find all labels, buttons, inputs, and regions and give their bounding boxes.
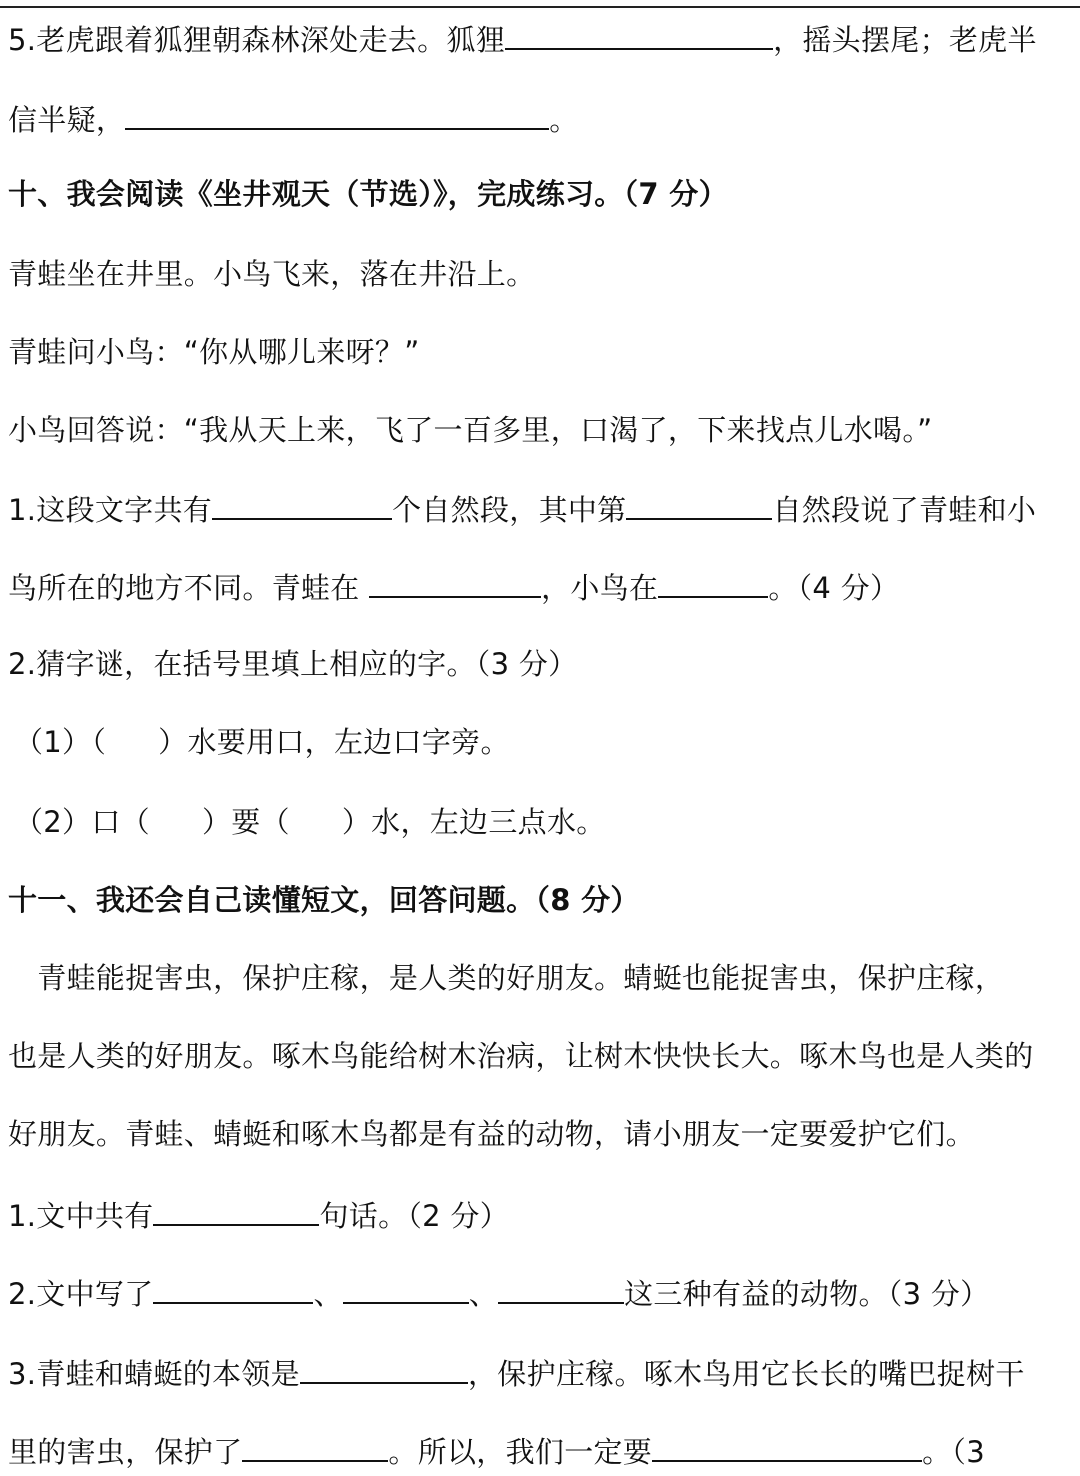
passage-line: 也是人类的好朋友。啄木鸟能给树木治病，让树木快快长大。啄木鸟也是人类的	[8, 1039, 1034, 1073]
passage-line: 青蛙问小鸟：“你从哪儿来呀？”	[8, 335, 420, 369]
question-text: 3.青蛙和蜻蜓的本领是	[8, 1357, 300, 1391]
answer-blank[interactable]	[125, 98, 549, 130]
answer-blank[interactable]	[300, 1352, 468, 1384]
section-heading-11: 十一、我还会自己读懂短文，回答问题。（8 分）	[8, 883, 640, 917]
question-text: 、	[313, 1277, 343, 1311]
passage-line: 青蛙坐在井里。小鸟飞来，落在井沿上。	[8, 257, 536, 291]
q11-question1	[8, 1194, 509, 1236]
q9-item5-text-a: 5.老虎跟着狐狸朝森林深处走去。狐狸	[8, 23, 506, 57]
question-text: 鸟所在的地方不同。青蛙在	[8, 571, 370, 605]
riddle-text: ）要（	[201, 805, 290, 839]
answer-blank[interactable]	[369, 566, 541, 598]
question-text: 个自然段，其中第	[392, 493, 627, 527]
top-rule	[0, 6, 1080, 8]
q9-item5-text-c: 信半疑，	[8, 103, 126, 137]
question-text: ，保护庄稼。啄木鸟用它长长的嘴巴捉树干	[467, 1357, 1025, 1391]
question-text: 2.文中写了	[8, 1277, 154, 1311]
answer-blank[interactable]	[153, 1194, 319, 1226]
passage-line: 青蛙能捉害虫，保护庄稼，是人类的好朋友。蜻蜓也能捉害虫，保护庄稼，	[8, 961, 1005, 995]
question-text: 自然段说了青蛙和小	[772, 493, 1037, 527]
question-text: ，小鸟在	[541, 571, 659, 605]
riddle-text: （1）（	[14, 725, 107, 759]
answer-blank[interactable]	[626, 488, 772, 520]
answer-blank[interactable]	[153, 1272, 313, 1304]
q9-item5-line1	[8, 18, 1037, 60]
answer-blank[interactable]	[652, 1430, 922, 1462]
question-text: 里的害虫，保护了	[8, 1435, 243, 1469]
answer-blank[interactable]	[498, 1272, 624, 1304]
riddle-2	[14, 802, 606, 842]
riddle-text: ）水，左边三点水。	[341, 805, 606, 839]
question-text: 这三种有益的动物。（3 分）	[624, 1277, 990, 1311]
answer-blank[interactable]	[212, 488, 392, 520]
passage-line: 小鸟回答说：“我从天上来，飞了一百多里，口渴了，下来找点儿水喝。”	[8, 413, 933, 447]
q11-question3-line2	[8, 1430, 985, 1472]
question-text: 句话。（2 分）	[319, 1199, 510, 1233]
question-text: 。所以，我们一定要	[388, 1435, 653, 1469]
q11-question2	[8, 1272, 989, 1314]
question-text: 1.这段文字共有	[8, 493, 213, 527]
answer-blank[interactable]	[658, 566, 768, 598]
question-text: 1.文中共有	[8, 1199, 154, 1233]
q9-item5-line2	[8, 98, 579, 140]
answer-blank[interactable]	[343, 1272, 469, 1304]
riddle-text: （2）口（	[14, 805, 150, 839]
section-heading-10: 十、我会阅读《坐井观天（节选）》，完成练习。（7 分）	[8, 177, 728, 211]
question-text: 、	[468, 1277, 499, 1311]
q9-item5-text-b: ，摇头摆尾；老虎半	[773, 23, 1037, 57]
riddle-text: ）水要用口，左边口字旁。	[158, 725, 510, 759]
q9-item5-text-d: 。	[549, 103, 579, 137]
question-text: 。（3	[922, 1435, 985, 1469]
q10-question2: 2.猜字谜，在括号里填上相应的字。（3 分）	[8, 647, 578, 681]
q10-question1-line1	[8, 488, 1036, 530]
passage-line: 好朋友。青蛙、蜻蜓和啄木鸟都是有益的动物，请小朋友一定要爱护它们。	[8, 1117, 975, 1151]
q10-question1-line2	[8, 566, 899, 608]
answer-blank[interactable]	[505, 18, 773, 50]
q11-question3-line1	[8, 1352, 1025, 1394]
question-text: 。（4 分）	[768, 571, 900, 605]
answer-blank[interactable]	[242, 1430, 388, 1462]
riddle-1	[14, 722, 510, 762]
